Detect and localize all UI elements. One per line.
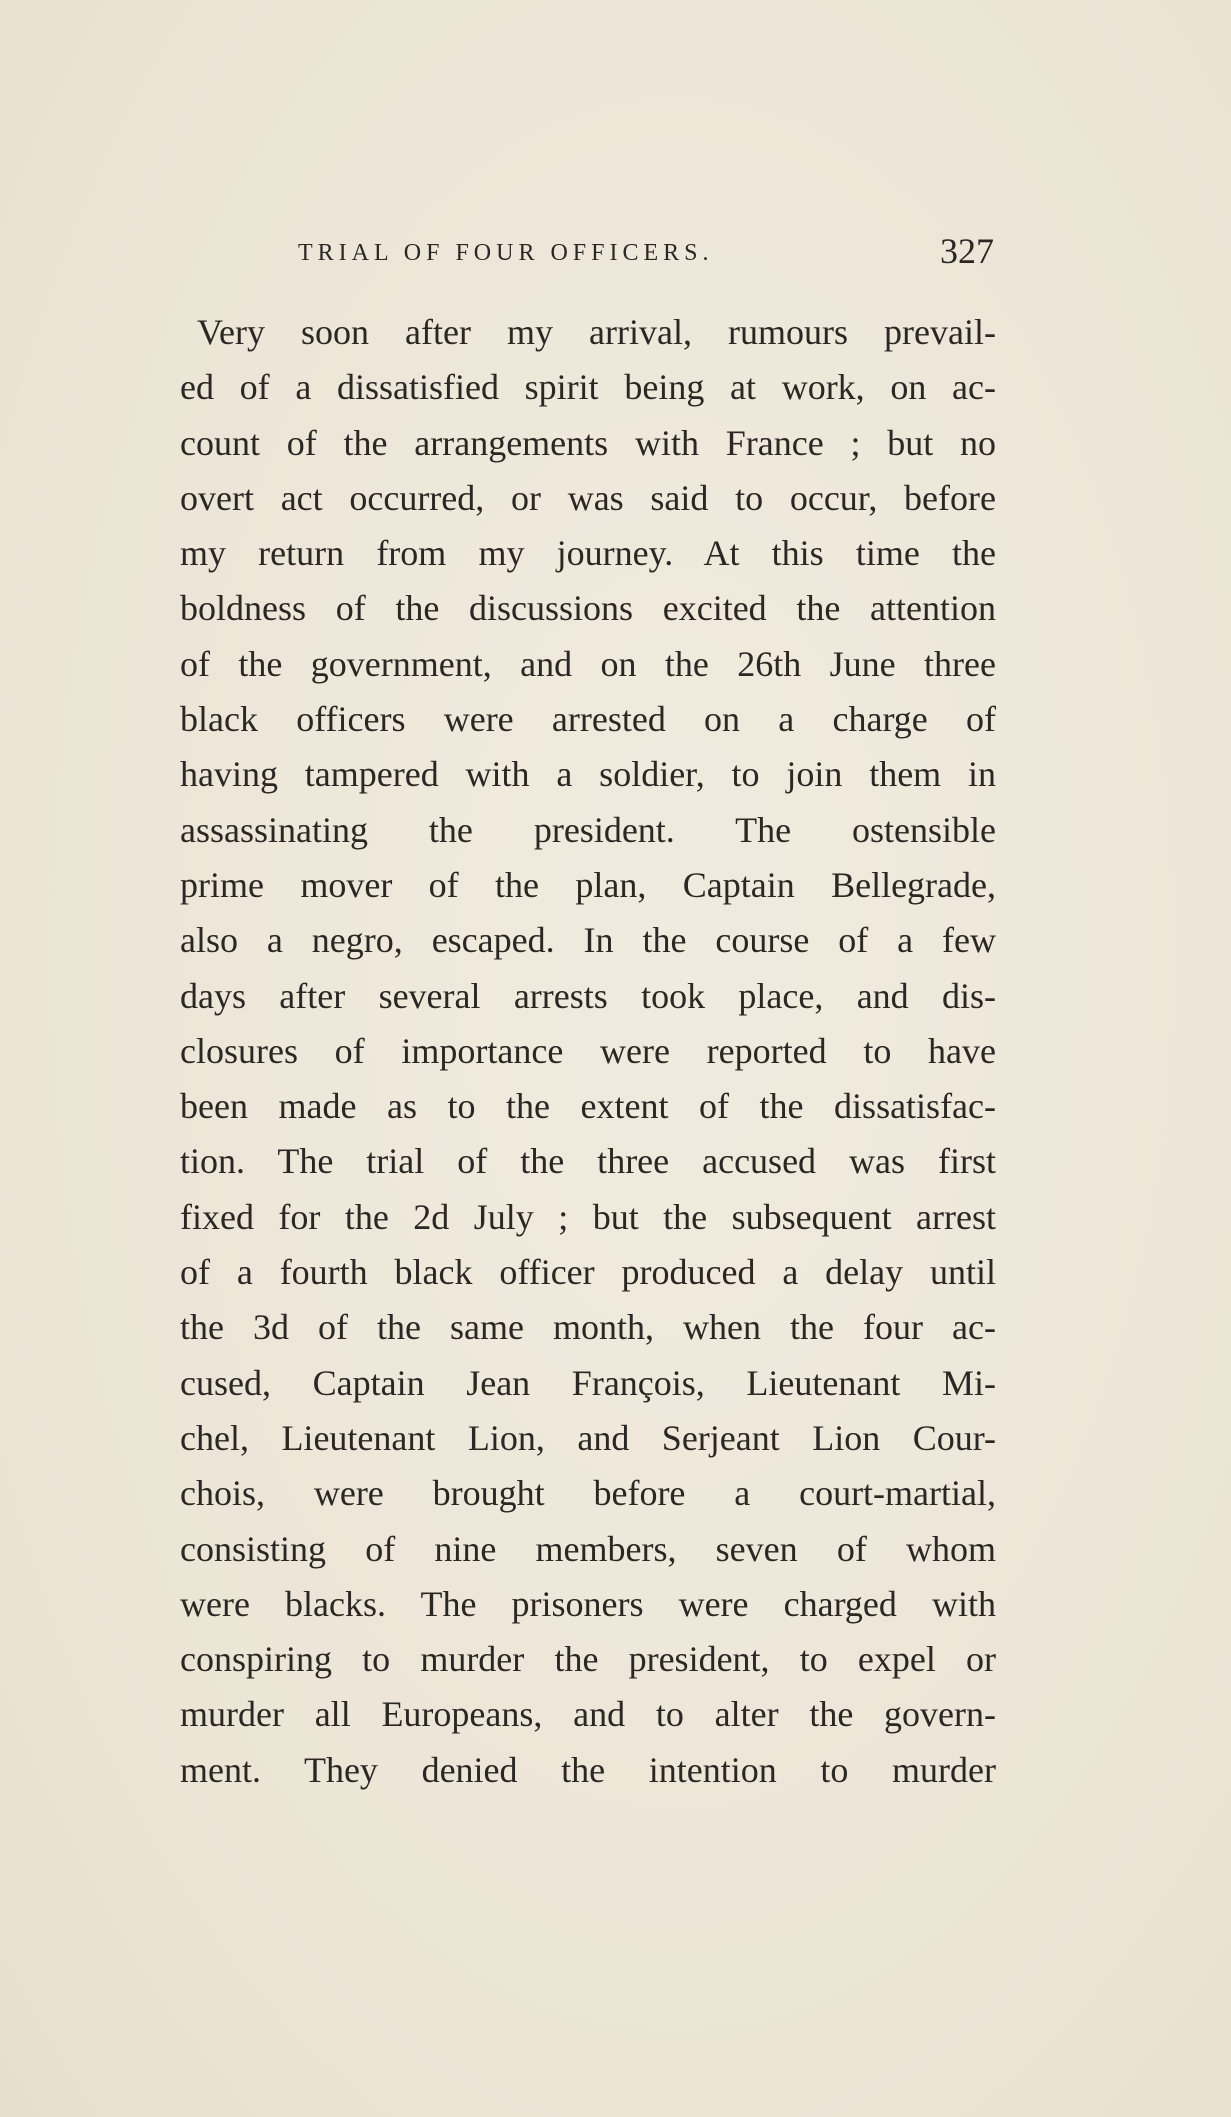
text-line: assassinating the president. The ostensible — [180, 809, 996, 850]
body-text — [180, 305, 996, 1798]
text-line: were blacks. The prisoners were charged with — [180, 1583, 996, 1624]
text-line: chois, were brought before a court-martial, — [180, 1473, 996, 1514]
text-line: having tampered with a soldier, to join them in — [180, 754, 996, 795]
text-line: chel, Lieutenant Lion, and Serjeant Lion Cour- — [180, 1417, 996, 1458]
text-line: of the government, and on the 26th June three — [180, 643, 996, 684]
text-line: consisting of nine members, seven of whom — [180, 1528, 996, 1569]
text-line: also a negro, escaped. In the course of a few — [180, 920, 996, 961]
text-line: been made as to the extent of the dissatisfac- — [180, 1086, 996, 1127]
text-line: the 3d of the same month, when the four ac- — [180, 1307, 996, 1348]
text-line: conspiring to murder the president, to expel or — [180, 1639, 996, 1680]
page-header — [180, 230, 996, 280]
text-line: ment. They denied the intention to murder — [180, 1749, 996, 1790]
text-line: count of the arrangements with France ; but no — [180, 422, 996, 463]
text-line: ed of a dissatisfied spirit being at work, on ac- — [180, 367, 996, 408]
text-line: prime mover of the plan, Captain Bellegrade, — [180, 864, 996, 905]
text-line: days after several arrests took place, and dis- — [180, 975, 996, 1016]
text-line: black officers were arrested on a charge of — [180, 699, 996, 740]
text-line: boldness of the discussions excited the attention — [180, 588, 996, 629]
text-line: tion. The trial of the three accused was first — [180, 1141, 996, 1182]
text-line: cused, Captain Jean François, Lieutenant Mi- — [180, 1362, 996, 1403]
page-number: 327 — [940, 231, 994, 271]
text-line: my return from my journey. At this time the — [180, 533, 996, 574]
running-title: TRIAL OF FOUR OFFICERS. — [298, 240, 714, 266]
text-line: closures of importance were reported to have — [180, 1030, 996, 1071]
text-line: Very soon after my arrival, rumours prevail- — [197, 312, 996, 352]
text-line: of a fourth black officer produced a delay until — [180, 1252, 996, 1293]
text-line: murder all Europeans, and to alter the govern- — [180, 1694, 996, 1735]
text-line: fixed for the 2d July ; but the subsequent arrest — [180, 1196, 996, 1237]
text-line: overt act occurred, or was said to occur, before — [180, 477, 996, 518]
